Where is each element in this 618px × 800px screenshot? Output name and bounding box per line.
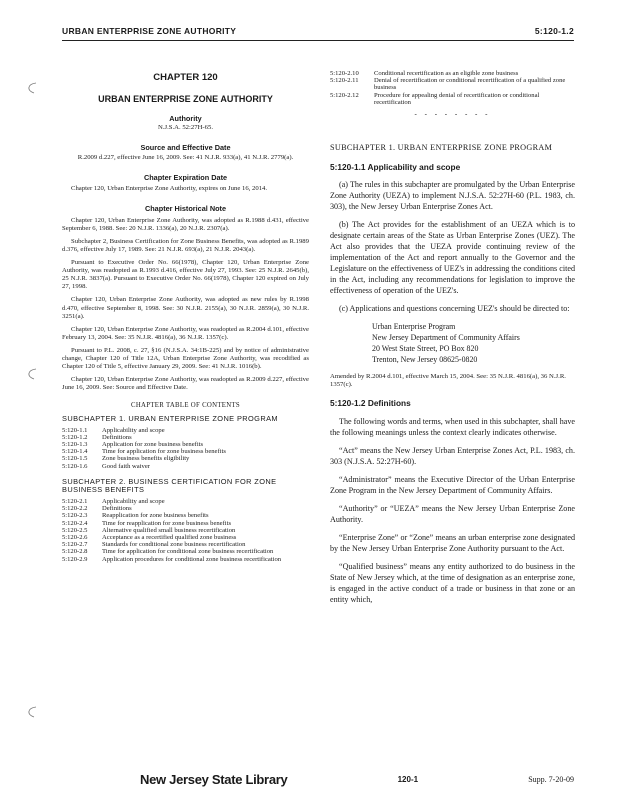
- toc-num: 5:120-1.2: [62, 433, 88, 441]
- address-line: Trenton, New Jersey 08625-0820: [372, 355, 478, 365]
- toc-num: 5:120-1.4: [62, 448, 88, 456]
- definition-paragraph: “Administrator” means the Executive Director of the Urban Enterprise Zone Program in the New Jersey Department of Community Affairs.: [330, 474, 575, 495]
- toc-title: Reapplication for zone business benefits: [102, 512, 209, 520]
- toc-subchapter-1: SUBCHAPTER 1. URBAN ENTERPRISE ZONE PROGRAM: [62, 413, 278, 423]
- toc-entry[interactable]: [330, 92, 575, 106]
- left-column: [62, 70, 309, 563]
- section-paragraph: (c) Applications and questions concerning UEZ's should be directed to:: [339, 304, 570, 314]
- toc-title: Good faith waiver: [102, 462, 150, 470]
- toc-entry[interactable]: [330, 70, 575, 77]
- toc-num: 5:120-1.5: [62, 455, 88, 463]
- toc-end-divider: - - - - - - - -: [414, 110, 491, 119]
- section-heading-1-2: 5:120-1.2 Definitions: [330, 398, 411, 409]
- toc-title: Acceptance as a recertified qualified zone business: [102, 533, 237, 541]
- toc-title: Procedure for appealing denial of recertification or conditional recertification: [374, 91, 540, 106]
- toc-entry[interactable]: [62, 505, 309, 512]
- library-watermark: New Jersey State Library: [140, 772, 288, 787]
- toc-list-1: [62, 427, 309, 470]
- source-text: R.2009 d.227, effective June 16, 2009. See: 41 N.J.R. 933(a), 41 N.J.R. 2779(a).: [77, 154, 294, 162]
- toc-entry[interactable]: [62, 434, 309, 441]
- toc-num: 5:120-2.9: [62, 555, 88, 563]
- margin-mark-icon: [24, 706, 38, 718]
- toc-list-2-continued: [330, 70, 575, 106]
- definition-paragraph: “Enterprise Zone” or “Zone” means an urban enterprise zone designated by the New Jersey Urban Enterprise Zone Authority pursuant to the Act.: [330, 532, 575, 553]
- toc-title: Application procedures for conditional zone business recertification: [102, 555, 282, 563]
- toc-entry[interactable]: [62, 527, 309, 534]
- toc-num: 5:120-2.4: [62, 519, 88, 527]
- expiration-text: Chapter 120, Urban Enterprise Zone Authority, expires on June 16, 2014.: [71, 184, 268, 192]
- header-rule: [62, 40, 574, 41]
- toc-title: Applicability and scope: [102, 426, 165, 434]
- toc-entry[interactable]: [330, 77, 575, 91]
- expiration-label: Chapter Expiration Date: [143, 173, 228, 183]
- chapter-number: CHAPTER 120: [153, 72, 218, 83]
- toc-entry[interactable]: [62, 556, 309, 563]
- subchapter-heading: SUBCHAPTER 1. URBAN ENTERPRISE ZONE PROGRAM: [330, 142, 553, 152]
- running-header: [62, 26, 574, 36]
- toc-entry[interactable]: [62, 512, 309, 519]
- toc-title: Time for application for conditional zone business recertification: [102, 548, 274, 556]
- toc-num: 5:120-1.6: [62, 462, 88, 470]
- toc-entry[interactable]: [62, 448, 309, 455]
- definition-paragraph: “Act” means the New Jersey Urban Enterprise Zones Act, P.L. 1983, ch. 303 (N.J.S.A. 52:27H-60).: [330, 445, 575, 466]
- history-note: Chapter 120, Urban Enterprise Zone Authority, was readopted as R.2009 d.227, effective June 16, 2009. See: Source and Effective Date.: [62, 376, 309, 392]
- toc-entry[interactable]: [62, 455, 309, 462]
- history-note: Subchapter 2, Business Certification for Zone Business Benefits, was adopted as R.1989 d.376, effective July 17, 1989. See: 21 N.J.R. 693(a), 21 N.J.R. 2043(a).: [62, 237, 309, 253]
- toc-num: 5:120-2.2: [62, 505, 88, 513]
- toc-heading: CHAPTER TABLE OF CONTENTS: [131, 402, 240, 410]
- toc-num: 5:120-2.7: [62, 541, 88, 549]
- section-heading-1-1: 5:120-1.1 Applicability and scope: [330, 161, 461, 172]
- section-paragraph: (b) The Act provides for the establishment of an UEZA which is to designate certain areas of the State as Urban Enterprise Zones (UEZ). The Act also provides that the UEZA provide continuing review of the implementation of the Act and report annually to the Governor and the Legislature on the effectiveness of UEZ's in addressing the conditions cited in the Act, including any recommendations for legislation to improve the effectiveness of operation of the UEZ's.: [330, 220, 575, 296]
- definition-paragraph: “Qualified business” means any entity authorized to do business in the State of New Jersey which, at the time of designation as an enterprise zone, is engaged in the active conduct of a trade or business in that zone or an entity which,: [330, 561, 575, 604]
- toc-num: 5:120-2.1: [62, 497, 88, 505]
- toc-title: Denial of recertification or conditional recertification of a qualified zone business: [374, 77, 566, 92]
- toc-entry[interactable]: [62, 427, 309, 434]
- margin-mark-icon: [24, 82, 38, 94]
- toc-title: Applicability and scope: [102, 497, 165, 505]
- toc-title: Definitions: [102, 433, 132, 441]
- authority-text: N.J.S.A. 52:27H-65.: [158, 123, 213, 131]
- address-line: New Jersey Department of Community Affairs: [372, 333, 520, 343]
- toc-subchapter-2: SUBCHAPTER 2. BUSINESS CERTIFICATION FOR ZONE BUSINESS BENEFITS: [62, 476, 277, 495]
- toc-num: 5:120-2.10: [330, 70, 359, 77]
- toc-title: Zone business benefits eligibility: [102, 455, 190, 463]
- history-note: Chapter 120, Urban Enterprise Zone Authority, was adopted as new rules by R.1998 d.470, effective September 8, 1998. See: 30 N.J.R. 2155(a), 30 N.J.R. 2859(a), 30 N.J.R. 3251(a).: [62, 296, 309, 320]
- page-footer: [140, 772, 574, 787]
- toc-title: Definitions: [102, 505, 132, 513]
- toc-title: Standards for conditional zone business recertification: [102, 541, 246, 549]
- history-note: Chapter 120, Urban Enterprise Zone Authority, was adopted as R.1988 d.431, effective September 6, 1988. See: 20 N.J.R. 1336(a), 20 N.J.R. 2307(a).: [62, 216, 309, 232]
- section-paragraph: (a) The rules in this subchapter are promulgated by the Urban Enterprise Zone Authority (UEZA) to implement N.J.S.A. 52:27H-60 (P.L. 1983, ch. 303), the New Jersey Urban Enterprise Zones Act.: [330, 180, 575, 212]
- toc-entry[interactable]: [62, 534, 309, 541]
- toc-num: 5:120-2.3: [62, 512, 88, 520]
- toc-entry[interactable]: [62, 441, 309, 448]
- page-number: 120-1: [397, 775, 419, 784]
- right-column: [330, 70, 575, 612]
- amendment-note: Amended by R.2004 d.101, effective March 15, 2004. See: 35 N.J.R. 4816(a), 36 N.J.R. 1357(c).: [330, 373, 566, 389]
- header-section: 5:120-1.2: [534, 26, 574, 36]
- history-note: Chapter 120, Urban Enterprise Zone Authority, was readopted as R.2004 d.101, effective February 13, 2004. See: 35 N.J.R. 4816(a), 36 N.J.R. 1357(c).: [62, 325, 309, 341]
- history-note: Pursuant to P.L. 2008, c. 27, §16 (N.J.S.A. 34:1B-225) and by notice of administrative change, Chapter 120 of Title 12A, Urban Enterprise Zone Authority, was recodified as Chapter 120 of Title 5, effective January 29, 2009. See: 41 N.J.R. 1016(b).: [62, 346, 309, 371]
- source-label: Source and Effective Date: [140, 142, 231, 152]
- toc-num: 5:120-2.12: [330, 91, 359, 99]
- toc-entry[interactable]: [62, 548, 309, 555]
- address-line: 20 West State Street, PO Box 820: [372, 344, 479, 354]
- toc-num: 5:120-1.1: [62, 426, 88, 434]
- toc-entry[interactable]: [62, 463, 309, 470]
- toc-title: Application for zone business benefits: [102, 440, 204, 448]
- toc-entry[interactable]: [62, 498, 309, 505]
- chapter-title: URBAN ENTERPRISE ZONE AUTHORITY: [98, 93, 273, 104]
- mailing-address: [372, 321, 575, 365]
- history-note: Pursuant to Executive Order No. 66(1978), Chapter 120, Urban Enterprise Zone Authority, was readopted as R.1993 d.416, effective July 27, 1993. See: 25 N.J.R. 2645(b), 25 N.J.R. 3837(a). Pursuant to Executive Order No. 66(1978), Chapter 120 expired on July 27, 1998.: [62, 259, 309, 291]
- authority-label: Authority: [169, 114, 202, 124]
- address-line: Urban Enterprise Program: [372, 322, 456, 332]
- toc-num: 5:120-2.5: [62, 526, 88, 534]
- definition-paragraph: “Authority” or “UEZA” means the New Jersey Urban Enterprise Zone Authority.: [330, 503, 575, 524]
- toc-num: 5:120-2.8: [62, 548, 88, 556]
- toc-title: Time for application for zone business benefits: [102, 448, 226, 456]
- toc-entry[interactable]: [62, 520, 309, 527]
- section-paragraph: The following words and terms, when used in this subchapter, shall have the following meanings unless the context clearly indicates otherwise.: [330, 416, 575, 437]
- toc-list-2: [62, 498, 309, 563]
- toc-entry[interactable]: [62, 541, 309, 548]
- history-label: Chapter Historical Note: [144, 204, 227, 214]
- toc-num: 5:120-1.3: [62, 440, 88, 448]
- toc-num: 5:120-2.6: [62, 533, 88, 541]
- margin-mark-icon: [24, 368, 38, 380]
- toc-num: 5:120-2.11: [330, 77, 359, 85]
- toc-title: Alternative qualified small business recertification: [102, 526, 236, 534]
- toc-title: Conditional recertification as an eligible zone business: [374, 70, 519, 77]
- toc-title: Time for reapplication for zone business benefits: [102, 519, 232, 527]
- header-title: URBAN ENTERPRISE ZONE AUTHORITY: [62, 26, 237, 36]
- supplement-date: Supp. 7-20-09: [528, 775, 574, 784]
